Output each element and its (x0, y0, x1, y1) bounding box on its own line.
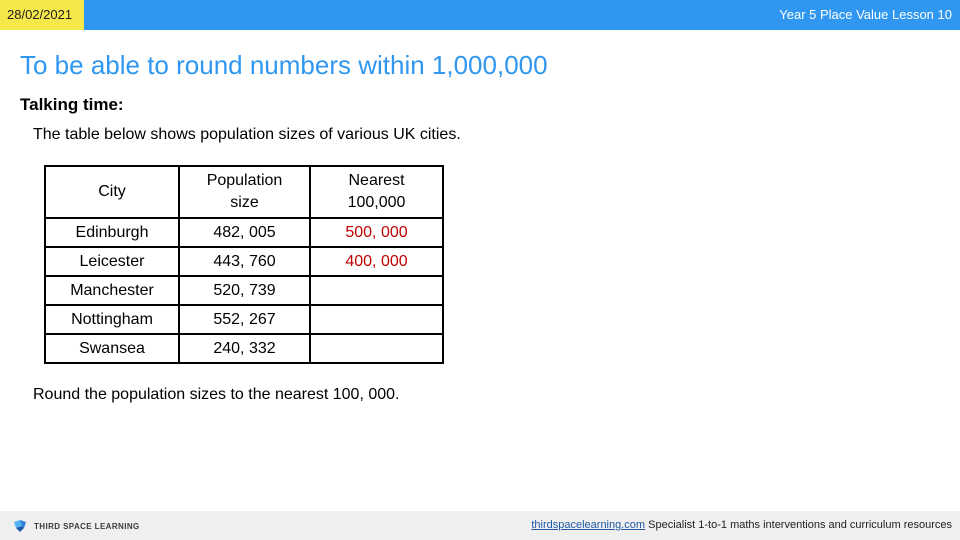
table-row (45, 247, 443, 276)
cell-nearest: 400, 000 (310, 247, 443, 276)
cell-population: 520, 739 (179, 276, 310, 305)
population-table (44, 165, 444, 364)
tsl-logo-icon (14, 520, 30, 532)
table-row (45, 305, 443, 334)
cell-city: Edinburgh (45, 218, 179, 247)
page-title: To be able to round numbers within 1,000,000 (20, 50, 548, 80)
footer-link[interactable]: thirdspacelearning.com (531, 519, 646, 531)
header-population: Population size (179, 166, 310, 218)
cell-nearest (310, 276, 443, 305)
cell-city: Leicester (45, 247, 179, 276)
logo-text: THIRD SPACE LEARNING (34, 521, 140, 531)
cell-population: 240, 332 (179, 334, 310, 363)
table-row (45, 276, 443, 305)
cell-city: Swansea (45, 334, 179, 363)
header-bar (0, 0, 960, 30)
header-nearest: Nearest 100,000 (310, 166, 443, 218)
table-row (45, 334, 443, 363)
intro-text: The table below shows population sizes of various UK cities. (33, 126, 461, 143)
cell-city: Manchester (45, 276, 179, 305)
subheading: Talking time: (20, 95, 124, 114)
table-header-row (45, 166, 443, 218)
footer (0, 511, 960, 540)
cell-population: 443, 760 (179, 247, 310, 276)
header-city: City (45, 166, 179, 218)
date-badge: 28/02/2021 (0, 0, 84, 30)
cell-nearest: 500, 000 (310, 218, 443, 247)
footer-credit (531, 511, 952, 540)
task-text: Round the population sizes to the nearest 100, 000. (33, 386, 400, 403)
cell-nearest (310, 334, 443, 363)
table-row (45, 218, 443, 247)
cell-population: 552, 267 (179, 305, 310, 334)
cell-nearest (310, 305, 443, 334)
lesson-label: Year 5 Place Value Lesson 10 (779, 7, 952, 22)
cell-city: Nottingham (45, 305, 179, 334)
footer-tagline: Specialist 1-to-1 maths interventions and curriculum resources (648, 519, 952, 531)
tsl-logo (14, 519, 140, 533)
cell-population: 482, 005 (179, 218, 310, 247)
